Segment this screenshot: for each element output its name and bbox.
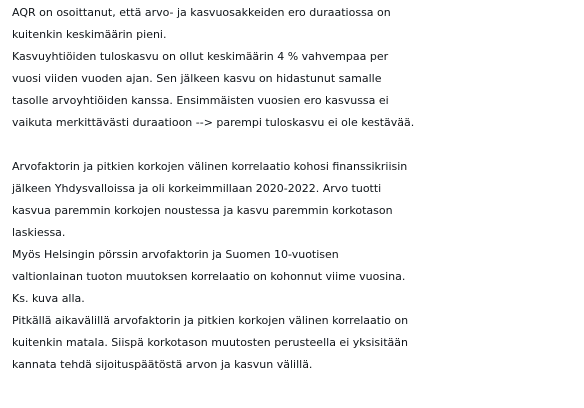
text-line: Ks. kuva alla. bbox=[12, 292, 85, 305]
text-line: Myös Helsingin pörssin arvofaktorin ja Suomen 10-vuotisen bbox=[12, 248, 339, 261]
text-line: kasvua paremmin korkojen noustessa ja kasvu paremmin korkotason bbox=[12, 204, 393, 217]
text-line: Arvofaktorin ja pitkien korkojen välinen korrelaatio kohosi finanssikriisin bbox=[12, 160, 408, 173]
text-line: kuitenkin keskimäärin pieni. bbox=[12, 28, 167, 41]
text-line: vaikuta merkittävästi duraatioon --> parempi tuloskasvu ei ole kestävää. bbox=[12, 116, 415, 129]
paragraph-duration bbox=[12, 2, 584, 134]
paragraph-correlation bbox=[12, 156, 584, 376]
text-line: laskiessa. bbox=[12, 226, 66, 239]
text-line: tasolle arvoyhtiöiden kanssa. Ensimmäisten vuosien ero kasvussa ei bbox=[12, 94, 389, 107]
text-line: kannata tehdä sijoituspäätöstä arvon ja kasvun välillä. bbox=[12, 358, 313, 371]
paragraph-gap bbox=[12, 134, 584, 156]
text-line: AQR on osoittanut, että arvo- ja kasvuosakkeiden ero duraatiossa on bbox=[12, 6, 391, 19]
text-line: kuitenkin matala. Siispä korkotason muutosten perusteella ei yksisitään bbox=[12, 336, 408, 349]
text-line: vuosi viiden vuoden ajan. Sen jälkeen kasvu on hidastunut samalle bbox=[12, 72, 382, 85]
text-line: valtionlainan tuoton muutoksen korrelaatio on kohonnut viime vuosina. bbox=[12, 270, 406, 283]
text-line: jälkeen Yhdysvalloissa ja oli korkeimmillaan 2020-2022. Arvo tuotti bbox=[12, 182, 382, 195]
text-line: Kasvuyhtiöiden tuloskasvu on ollut keskimäärin 4 % vahvempaa per bbox=[12, 50, 389, 63]
text-line: Pitkällä aikavälillä arvofaktorin ja pitkien korkojen välinen korrelaatio on bbox=[12, 314, 409, 327]
